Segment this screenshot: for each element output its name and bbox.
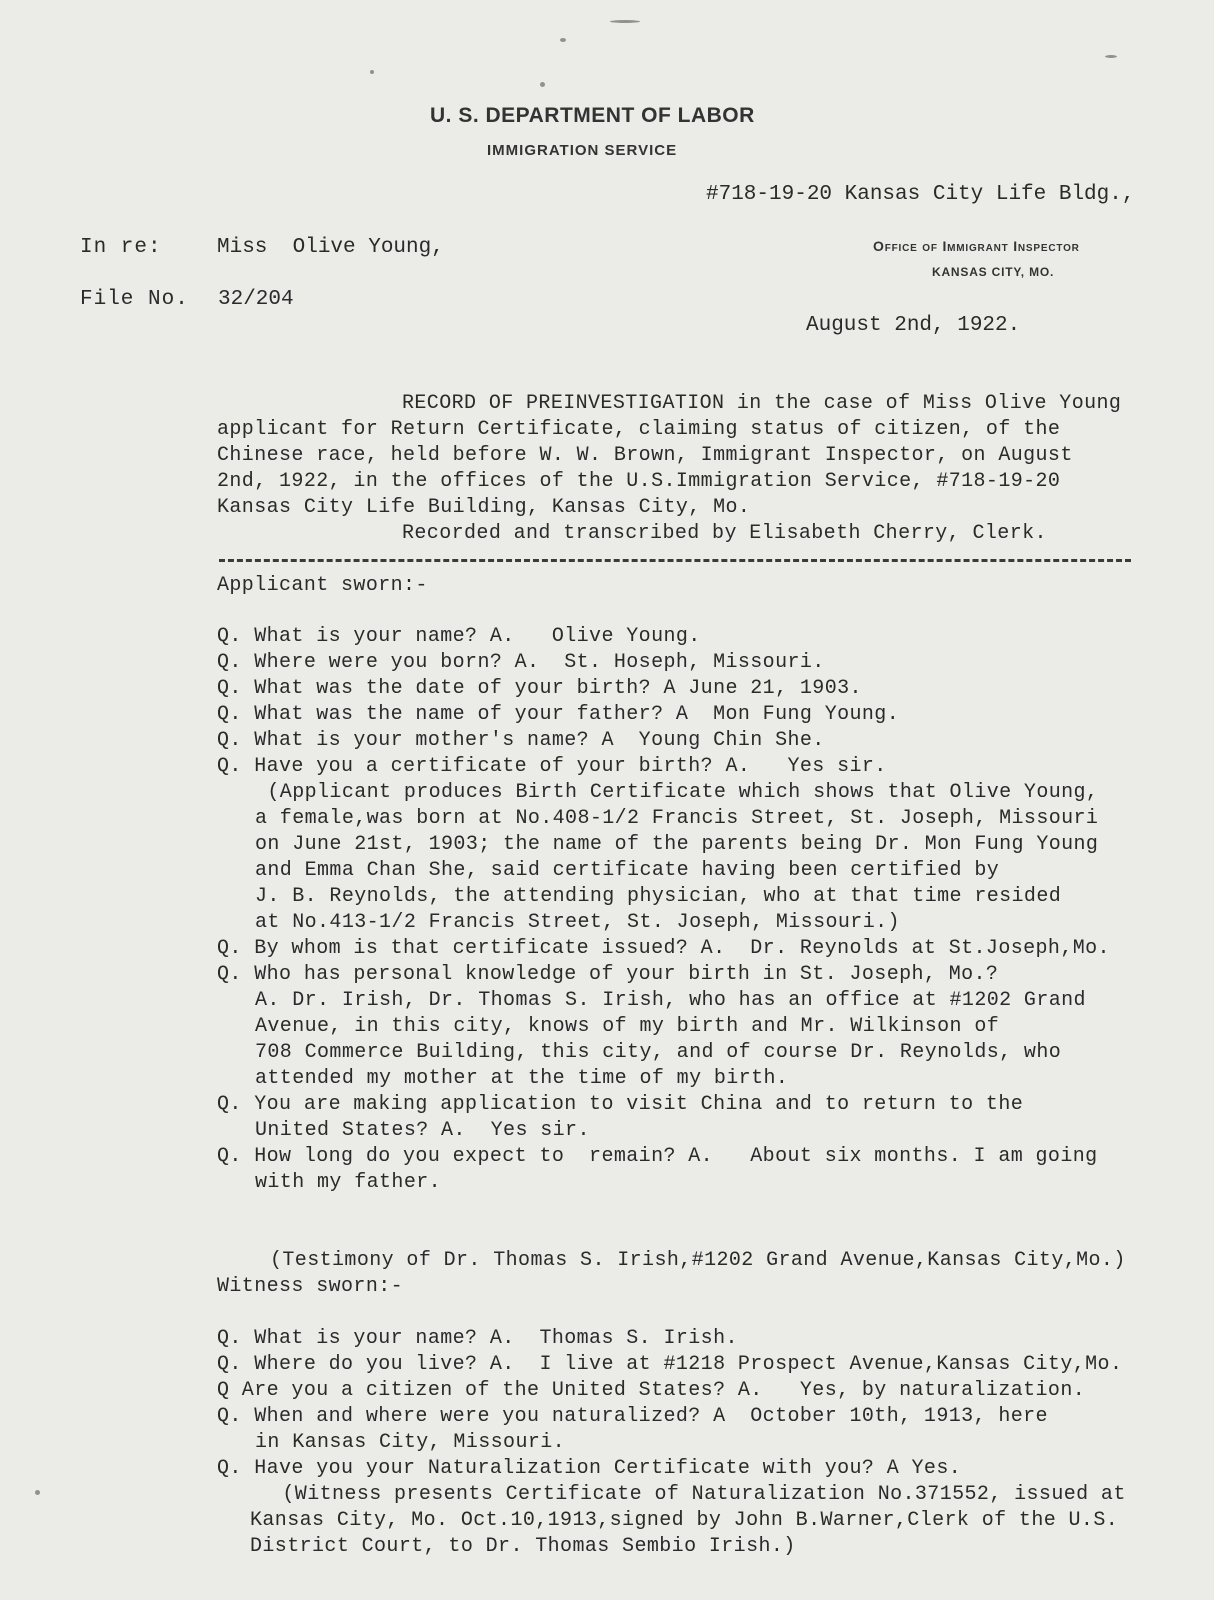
witness-line: District Court, to Dr. Thomas Sembio Irish.) (250, 1535, 796, 1558)
intro-line: 2nd, 1922, in the offices of the U.S.Immigration Service, #718-19-20 (217, 470, 1061, 493)
service-heading: IMMIGRATION SERVICE (487, 142, 678, 159)
witness-line: Kansas City, Mo. Oct.10,1913,signed by John B.Warner,Clerk of the U.S. (250, 1509, 1119, 1532)
file-number: 32/204 (218, 288, 294, 311)
applicant-line: attended my mother at the time of my birth. (255, 1067, 789, 1090)
testimony-heading: (Testimony of Dr. Thomas S. Irish,#1202 Grand Avenue,Kansas City,Mo.) (270, 1249, 1126, 1272)
applicant-line: Q. Who has personal knowledge of your birth in St. Joseph, Mo.? (217, 963, 999, 986)
applicant-line: a female,was born at No.408-1/2 Francis Street, St. Joseph, Missouri (255, 807, 1099, 830)
applicant-line: Q. What is your mother's name? A Young Chin She. (217, 729, 825, 752)
office-title: Office of Immigrant Inspector (873, 238, 1080, 254)
witness-line: Q. When and where were you naturalized? A October 10th, 1913, here (217, 1405, 1048, 1428)
applicant-line: 708 Commerce Building, this city, and of course Dr. Reynolds, who (255, 1041, 1062, 1064)
witness-line: Q. Where do you live? A. I live at #1218 Prospect Avenue,Kansas City,Mo. (217, 1353, 1123, 1376)
applicant-line: Q. By whom is that certificate issued? A. Dr. Reynolds at St.Joseph,Mo. (217, 937, 1110, 960)
document-date: August 2nd, 1922. (806, 314, 1021, 337)
applicant-line: Q. What is your name? A. Olive Young. (217, 625, 701, 648)
scan-speck (1105, 55, 1117, 58)
in-re-label: In re: (80, 236, 162, 259)
witness-line: Q. Have you your Naturalization Certificate with you? A Yes. (217, 1457, 962, 1480)
applicant-line: Q. You are making application to visit China and to return to the (217, 1093, 1024, 1116)
applicant-line: with my father. (255, 1171, 442, 1194)
department-heading: U. S. DEPARTMENT OF LABOR (430, 104, 755, 127)
dashed-divider (219, 559, 1131, 562)
applicant-sworn: Applicant sworn:- (217, 574, 428, 597)
applicant-line: Q. Where were you born? A. St. Hoseph, Missouri. (217, 651, 825, 674)
applicant-line: Q. What was the date of your birth? A June 21, 1903. (217, 677, 862, 700)
file-label: File No. (80, 288, 189, 311)
applicant-line: Q. Have you a certificate of your birth? A. Yes sir. (217, 755, 887, 778)
witness-sworn: Witness sworn:- (217, 1275, 404, 1298)
applicant-line: Q. What was the name of your father? A Mon Fung Young. (217, 703, 900, 726)
applicant-line: A. Dr. Irish, Dr. Thomas S. Irish, who has an office at #1202 Grand (255, 989, 1086, 1012)
applicant-line: at No.413-1/2 Francis Street, St. Joseph, Missouri.) (255, 911, 900, 934)
applicant-line: Avenue, in this city, knows of my birth and Mr. Wilkinson of (255, 1015, 1000, 1038)
scan-speck (370, 70, 374, 74)
scan-speck (35, 1490, 40, 1495)
applicant-line: on June 21st, 1903; the name of the parents being Dr. Mon Fung Young (255, 833, 1099, 856)
office-address: #718-19-20 Kansas City Life Bldg., (706, 183, 1135, 206)
intro-line: RECORD OF PREINVESTIGATION in the case of Miss Olive Young (402, 392, 1122, 415)
witness-line: Q Are you a citizen of the United States? A. Yes, by naturalization. (217, 1379, 1086, 1402)
scan-speck (610, 20, 640, 23)
applicant-line: United States? A. Yes sir. (255, 1119, 590, 1142)
applicant-line: Q. How long do you expect to remain? A. About six months. I am going (217, 1145, 1098, 1168)
intro-line: applicant for Return Certificate, claiming status of citizen, of the (217, 418, 1061, 441)
in-re-value: Miss Olive Young, (217, 236, 444, 259)
applicant-line: and Emma Chan She, said certificate having been certified by (255, 859, 1000, 882)
witness-line: (Witness presents Certificate of Naturalization No.371552, issued at (270, 1483, 1126, 1506)
intro-line: Kansas City Life Building, Kansas City, Mo. (217, 496, 751, 519)
witness-line: in Kansas City, Missouri. (255, 1431, 566, 1454)
intro-line: Chinese race, held before W. W. Brown, Immigrant Inspector, on August (217, 444, 1073, 467)
scan-speck (540, 82, 545, 87)
applicant-line: (Applicant produces Birth Certificate which shows that Olive Young, (255, 781, 1099, 804)
applicant-line: J. B. Reynolds, the attending physician, who at that time resided (255, 885, 1062, 908)
witness-line: Q. What is your name? A. Thomas S. Irish. (217, 1327, 738, 1350)
scan-speck (560, 38, 566, 42)
office-city: KANSAS CITY, MO. (932, 265, 1055, 279)
intro-line: Recorded and transcribed by Elisabeth Cherry, Clerk. (402, 522, 1047, 545)
